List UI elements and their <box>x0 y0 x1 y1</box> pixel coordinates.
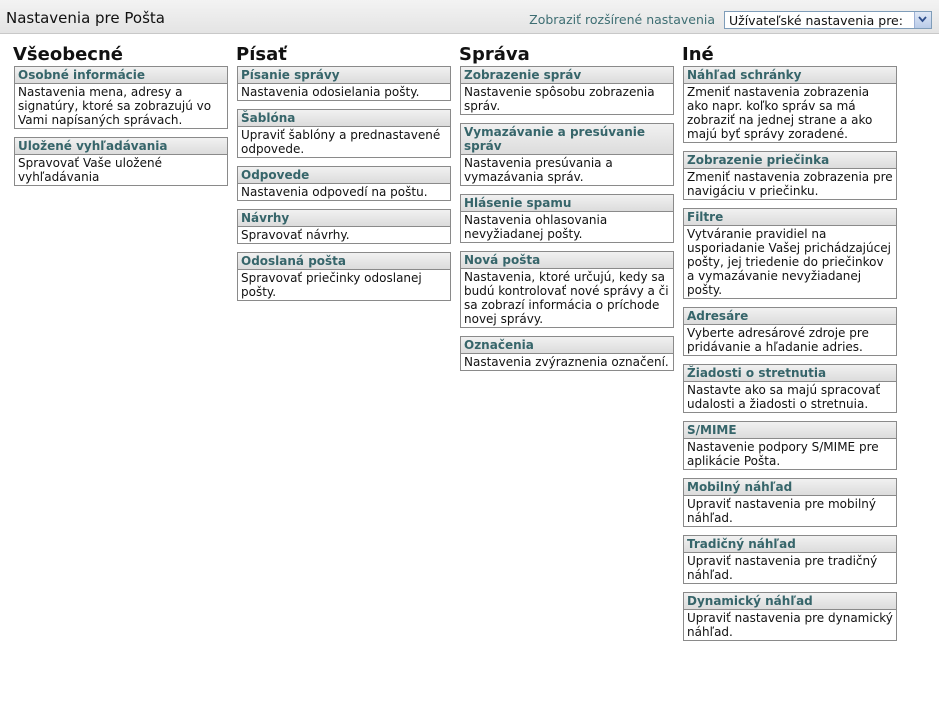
chevron-down-icon[interactable] <box>914 12 931 28</box>
user-settings-select[interactable] <box>724 11 932 29</box>
settings-link-templates[interactable]: Šablóna <box>238 110 450 127</box>
settings-description: Nastavenie spôsobu zobrazenia správ. <box>464 85 655 113</box>
settings-description: Zmeniť nastavenia zobrazenia ako napr. koľko správ sa má zobraziť na jednej strane a ako majú byť správy zoradené. <box>687 85 873 141</box>
settings-description: Nastavenia presúvania a vymazávania správ. <box>464 156 613 184</box>
page-title: Nastavenia pre Pošta <box>6 9 165 27</box>
settings-description: Nastavenia, ktoré určujú, kedy sa budú kontrolovať nové správy a či sa zobrazí informácia o príchode novej správy. <box>464 270 669 326</box>
settings-description: Spravovať návrhy. <box>241 228 350 242</box>
settings-box <box>460 336 674 371</box>
column-heading: Iné <box>682 44 714 65</box>
settings-box <box>237 166 451 201</box>
settings-description: Nastavenia zvýraznenia označení. <box>464 355 669 369</box>
settings-box <box>460 251 674 328</box>
settings-link-traditional-view[interactable]: Tradičný náhľad <box>684 536 896 553</box>
settings-description: Upraviť nastavenia pre mobilný náhľad. <box>687 497 877 525</box>
settings-link-mailbox-view[interactable]: Náhľad schránky <box>684 67 896 84</box>
settings-description: Nastavenia mena, adresy a signatúry, ktoré sa zobrazujú vo Vami napísaných správach. <box>18 85 212 127</box>
header-bar <box>0 0 939 34</box>
column-compose <box>237 44 451 309</box>
settings-box <box>683 592 897 641</box>
settings-box <box>683 66 897 143</box>
settings-link-sent-mail[interactable]: Odoslaná pošta <box>238 253 450 270</box>
settings-link-drafts[interactable]: Návrhy <box>238 210 450 227</box>
settings-description: Nastavenia odosielania pošty. <box>241 85 420 99</box>
settings-description: Nastavte ako sa majú spracovať udalosti a žiadosti o stretnuia. <box>687 383 881 411</box>
settings-box <box>237 209 451 244</box>
settings-box <box>237 109 451 158</box>
settings-link-message-display[interactable]: Zobrazenie správ <box>461 67 673 84</box>
settings-link-dynamic-view[interactable]: Dynamický náhľad <box>684 593 896 610</box>
column-general <box>14 44 228 194</box>
settings-box <box>683 421 897 470</box>
settings-description: Upraviť nastavenia pre dynamický náhľad. <box>687 611 893 639</box>
settings-box <box>460 123 674 186</box>
settings-description: Spravovať Vaše uložené vyhľadávania <box>18 156 162 184</box>
settings-link-message-composition[interactable]: Písanie správy <box>238 67 450 84</box>
settings-description: Spravovať priečinky odoslanej pošty. <box>241 271 422 299</box>
settings-description: Vytváranie pravidiel na usporiadanie Vašej prichádzajúcej pošty, jej triedenie do priečinkov a vymazávanie nevyžiadanej pošty. <box>687 227 891 297</box>
settings-link-smime[interactable]: S/MIME <box>684 422 896 439</box>
settings-box <box>460 194 674 243</box>
settings-description: Zmeniť nastavenia zobrazenia pre navigáciu v priečinku. <box>687 170 893 198</box>
settings-link-flags[interactable]: Označenia <box>461 337 673 354</box>
settings-description: Vyberte adresárové zdroje pre pridávanie a hľadanie adries. <box>687 326 869 354</box>
settings-description: Nastavenia ohlasovania nevyžiadanej pošty. <box>464 213 608 241</box>
settings-box <box>683 478 897 527</box>
settings-box <box>237 252 451 301</box>
settings-box <box>14 66 228 129</box>
column-manage <box>460 44 674 379</box>
settings-box <box>683 307 897 356</box>
show-advanced-settings-link[interactable]: Zobraziť rozšírené nastavenia <box>529 12 715 27</box>
settings-box <box>460 66 674 115</box>
settings-description: Nastavenia odpovedí na poštu. <box>241 185 428 199</box>
settings-box <box>237 66 451 101</box>
user-settings-select-value: Užívateľské nastavenia pre: <box>729 13 903 28</box>
settings-link-address-books[interactable]: Adresáre <box>684 308 896 325</box>
settings-description: Upraviť nastavenia pre tradičný náhľad. <box>687 554 878 582</box>
settings-box <box>683 364 897 413</box>
settings-link-new-mail[interactable]: Nová pošta <box>461 252 673 269</box>
settings-link-meeting-requests[interactable]: Žiadosti o stretnutia <box>684 365 896 382</box>
settings-link-filters[interactable]: Filtre <box>684 209 896 226</box>
settings-link-mobile-view[interactable]: Mobilný náhľad <box>684 479 896 496</box>
settings-link-personal-info[interactable]: Osobné informácie <box>15 67 227 84</box>
settings-box <box>683 535 897 584</box>
settings-link-delete-move[interactable]: Vymazávanie a presúvanie správ <box>461 124 673 155</box>
settings-box <box>683 208 897 299</box>
column-heading: Písať <box>236 44 287 65</box>
settings-box <box>14 137 228 186</box>
column-heading: Všeobecné <box>13 44 124 65</box>
settings-description: Upraviť šablóny a prednastavené odpovede. <box>241 128 441 156</box>
settings-link-replies[interactable]: Odpovede <box>238 167 450 184</box>
column-other <box>683 44 897 649</box>
settings-description: Nastavenie podpory S/MIME pre aplikácie Pošta. <box>687 440 879 468</box>
settings-link-saved-searches[interactable]: Uložené vyhľadávania <box>15 138 227 155</box>
column-heading: Správa <box>459 44 530 65</box>
settings-link-folder-view[interactable]: Zobrazenie priečinka <box>684 152 896 169</box>
settings-link-spam-reporting[interactable]: Hlásenie spamu <box>461 195 673 212</box>
settings-box <box>683 151 897 200</box>
